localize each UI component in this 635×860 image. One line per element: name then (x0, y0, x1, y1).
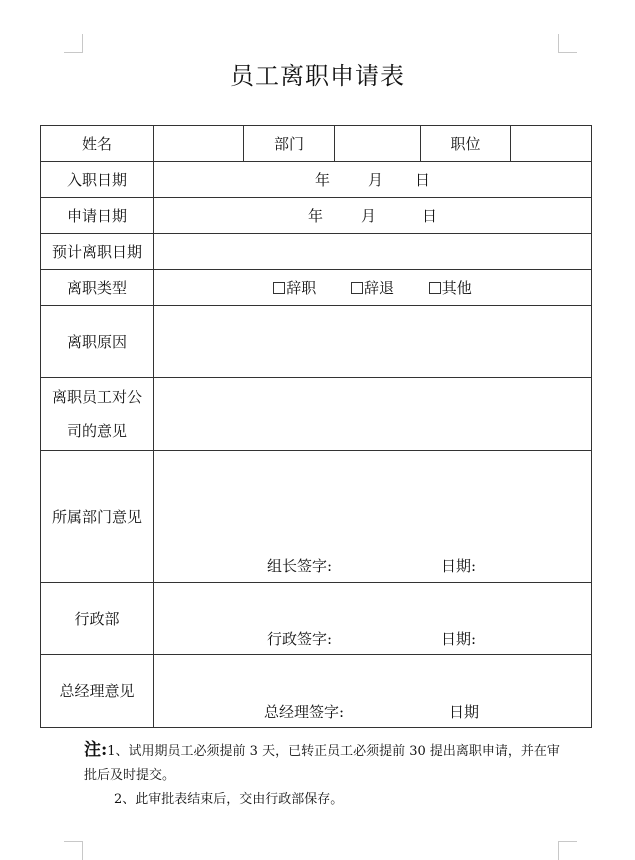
note-heading: 注: (84, 740, 108, 760)
dept-opinion-label: 所属部门意见 (41, 451, 154, 583)
checkbox-icon[interactable] (429, 282, 441, 294)
name-field[interactable] (154, 126, 244, 162)
company-opinion-field[interactable] (154, 378, 592, 451)
checkbox-icon[interactable] (273, 282, 285, 294)
apply-date-field[interactable] (154, 198, 592, 234)
dept-label: 部门 (244, 126, 335, 162)
row-company-opinion (41, 378, 592, 451)
row-hire-date (41, 162, 592, 198)
row-apply-date (41, 198, 592, 234)
hire-year: 年 (314, 171, 330, 189)
name-label: 姓名 (41, 126, 154, 162)
gm-sign: 总经理签字: (264, 703, 345, 721)
gm-opinion-label: 总经理意见 (41, 655, 154, 728)
option-resign[interactable]: 辞职 (273, 277, 316, 298)
group-leader-sign: 组长签字: (267, 557, 333, 575)
admin-date: 日期: (441, 630, 477, 648)
apply-year: 年 (307, 207, 323, 225)
leave-reason-label: 离职原因 (41, 306, 154, 378)
row-leave-type (41, 270, 592, 306)
apply-date-label: 申请日期 (41, 198, 154, 234)
gm-date: 日期 (449, 703, 480, 721)
row-expected-leave (41, 234, 592, 270)
expected-leave-field[interactable] (154, 234, 592, 270)
resignation-form-table (40, 125, 592, 728)
dept-field[interactable] (335, 126, 421, 162)
position-field[interactable] (511, 126, 592, 162)
apply-month: 月 (360, 207, 376, 225)
admin-sign: 行政签字: (267, 630, 333, 648)
row-dept-opinion (41, 451, 592, 583)
company-opinion-label: 离职员工对公 司的意见 (41, 378, 154, 451)
expected-leave-label: 预计离职日期 (41, 234, 154, 270)
option-dismissed[interactable]: 辞退 (351, 277, 394, 298)
dept-opinion-field[interactable] (154, 451, 592, 583)
hire-date-field[interactable] (154, 162, 592, 198)
corner-mark-bottom-left (64, 841, 83, 860)
hire-month: 月 (367, 171, 383, 189)
row-leave-reason (41, 306, 592, 378)
dept-opinion-date: 日期: (441, 557, 477, 575)
leave-type-label: 离职类型 (41, 270, 154, 306)
admin-label: 行政部 (41, 583, 154, 655)
corner-mark-top-right (558, 34, 577, 53)
option-other[interactable]: 其他 (429, 277, 472, 298)
gm-opinion-field[interactable] (154, 655, 592, 728)
corner-mark-bottom-right (558, 841, 577, 860)
position-label: 职位 (421, 126, 511, 162)
row-gm-opinion (41, 655, 592, 728)
note-2: 2、此审批表结束后，交由行政部保存。 (114, 792, 344, 807)
notes (84, 738, 564, 812)
row-basic-info (41, 126, 592, 162)
page-title: 员工离职申请表 (230, 62, 405, 90)
leave-reason-field[interactable] (154, 306, 592, 378)
hire-date-label: 入职日期 (41, 162, 154, 198)
corner-mark-top-left (64, 34, 83, 53)
hire-day: 日 (415, 171, 431, 189)
apply-day: 日 (422, 207, 438, 225)
checkbox-icon[interactable] (351, 282, 363, 294)
row-admin (41, 583, 592, 655)
leave-type-options (154, 270, 592, 306)
note-1: 注:1、试用期员工必须提前 3 天，已转正员工必须提前 30 提出离职申请，并在审批后及时提交。 (84, 740, 560, 783)
admin-field[interactable] (154, 583, 592, 655)
